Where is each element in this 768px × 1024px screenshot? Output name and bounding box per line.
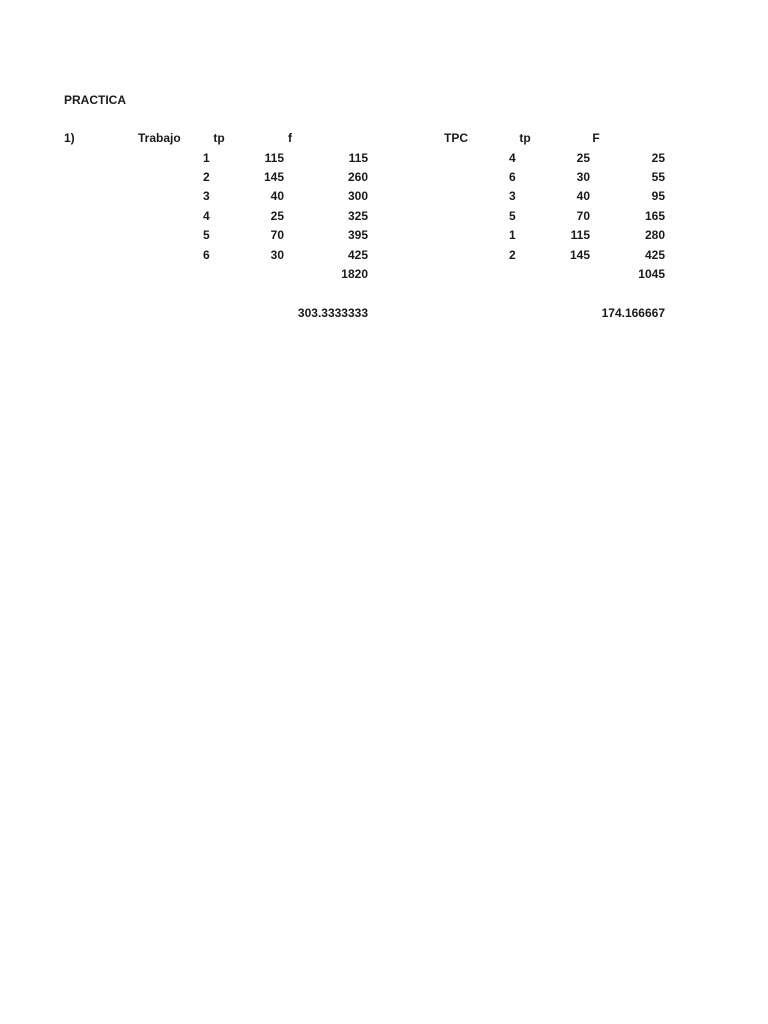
left-row-job: 5 bbox=[203, 228, 210, 242]
left-header-trabajo: Trabajo bbox=[138, 131, 181, 145]
right-row-job: 3 bbox=[509, 189, 516, 203]
right-row-f: 425 bbox=[644, 248, 665, 262]
right-header-tp: tp bbox=[519, 131, 531, 145]
left-row-tp: 25 bbox=[270, 209, 284, 223]
left-header-tp: tp bbox=[213, 131, 225, 145]
left-row-job: 6 bbox=[203, 248, 210, 262]
right-row-tp: 145 bbox=[569, 248, 590, 262]
right-row-job: 2 bbox=[509, 248, 516, 262]
left-average: 303.3333333 bbox=[297, 306, 368, 320]
left-row-tp: 70 bbox=[270, 228, 284, 242]
right-row-f: 280 bbox=[644, 228, 665, 242]
right-total: 1045 bbox=[638, 267, 665, 281]
page-title: PRACTICA bbox=[64, 93, 126, 107]
right-row-job: 6 bbox=[509, 170, 516, 184]
left-row-job: 4 bbox=[203, 209, 210, 223]
right-row-f: 55 bbox=[651, 170, 665, 184]
right-row-f: 95 bbox=[651, 189, 665, 203]
left-row-f: 325 bbox=[347, 209, 368, 223]
right-header-f: F bbox=[592, 131, 600, 145]
right-row-tp: 40 bbox=[576, 189, 590, 203]
right-row-job: 1 bbox=[509, 228, 516, 242]
right-row-tp: 115 bbox=[570, 228, 590, 242]
right-row-tp: 25 bbox=[576, 151, 590, 165]
right-average: 174.166667 bbox=[601, 306, 665, 320]
left-row-f: 260 bbox=[347, 170, 368, 184]
left-row-job: 2 bbox=[203, 170, 210, 184]
left-row-job: 1 bbox=[203, 151, 210, 165]
left-row-f: 425 bbox=[347, 248, 368, 262]
left-row-f: 300 bbox=[347, 189, 368, 203]
right-row-f: 165 bbox=[644, 209, 665, 223]
right-row-tp: 30 bbox=[576, 170, 590, 184]
right-row-job: 4 bbox=[509, 151, 516, 165]
left-row-tp: 145 bbox=[263, 170, 284, 184]
right-header-tpc: TPC bbox=[444, 131, 468, 145]
right-row-f: 25 bbox=[651, 151, 665, 165]
right-row-job: 5 bbox=[509, 209, 516, 223]
left-row-f: 115 bbox=[348, 151, 368, 165]
left-row-job: 3 bbox=[203, 189, 210, 203]
left-row-tp: 115 bbox=[264, 151, 284, 165]
left-row-tp: 30 bbox=[270, 248, 284, 262]
right-row-tp: 70 bbox=[576, 209, 590, 223]
problem-label: 1) bbox=[64, 131, 75, 145]
left-row-f: 395 bbox=[347, 228, 368, 242]
left-header-f: f bbox=[288, 131, 292, 145]
left-row-tp: 40 bbox=[270, 189, 284, 203]
left-total: 1820 bbox=[341, 267, 368, 281]
